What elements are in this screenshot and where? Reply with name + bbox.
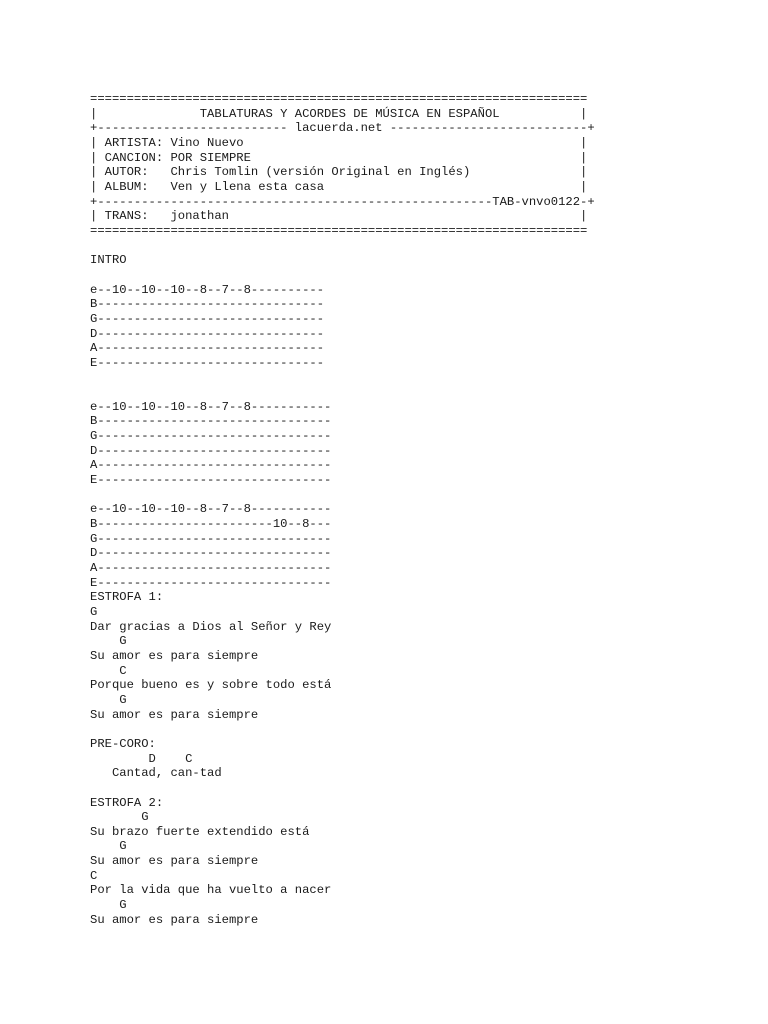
text-line: | TABLATURAS Y ACORDES DE MÚSICA EN ESPAÑOL | [90, 106, 588, 121]
text-line: | ARTISTA: Vino Nuevo | [90, 135, 588, 150]
text-line: D C [90, 751, 193, 766]
text-line: Porque bueno es y sobre todo está [90, 678, 332, 693]
text-line: PRE-CORO: [90, 736, 156, 751]
text-line: G [90, 634, 127, 649]
text-line: A-------------------------------- [90, 561, 332, 575]
text-line: G [90, 604, 98, 619]
text-line: e--10--10--10--8--7--8---------- [90, 282, 325, 297]
text-line: Su amor es para siempre [90, 707, 259, 722]
text-line: A------------------------------- [90, 341, 325, 356]
text-line: Por la vida que ha vuelto a nacer [90, 883, 332, 898]
text-line: G [90, 810, 149, 825]
text-line: Dar gracias a Dios al Señor y Rey [90, 619, 332, 634]
text-line: C [90, 868, 98, 883]
text-line: INTRO [90, 253, 127, 268]
text-line: C [90, 663, 127, 678]
text-line: ESTROFA 1: [90, 590, 164, 605]
text-line: e--10--10--10--8--7--8----------- [90, 399, 332, 414]
text-line: G------------------------------- [90, 311, 325, 326]
text-line: +-------------------------- lacuerda.net ---------------------------+ [90, 121, 595, 136]
text-line: G [90, 898, 127, 913]
text-line: E------------------------------- [90, 355, 325, 370]
text-line: B------------------------10--8--- [90, 517, 332, 532]
text-line: | TRANS: jonathan | [90, 209, 588, 224]
text-line: D-------------------------------- [90, 443, 332, 458]
text-line: ==================================================================== [90, 223, 588, 238]
text-line: e--10--10--10--8--7--8----------- [90, 502, 332, 517]
text-line: D------------------------------- [90, 326, 325, 341]
text-line: E-------------------------------- [90, 473, 332, 488]
text-line: E-------------------------------- [90, 575, 332, 590]
text-line: | ALBUM: Ven y Llena esta casa | [90, 179, 588, 194]
text-line: | AUTOR: Chris Tomlin (versión Original en Inglés) | [90, 165, 588, 180]
text-line: G-------------------------------- [90, 531, 332, 546]
text-line: G [90, 692, 127, 707]
text-line: G [90, 839, 127, 854]
text-line: Su amor es para siempre [90, 912, 259, 927]
text-line: | CANCION: POR SIEMPRE | [90, 150, 588, 165]
text-line [90, 488, 595, 503]
text-line: Cantad, can-tad [90, 766, 222, 781]
text-line: +------------------------------------------------------TAB-vnvo0122-+ [90, 194, 595, 209]
text-line: Su amor es para siempre [90, 648, 259, 663]
text-line [90, 781, 595, 796]
text-line: B------------------------------- [90, 297, 325, 312]
text-line: D-------------------------------- [90, 546, 332, 561]
text-line: B-------------------------------- [90, 414, 332, 429]
text-line: G-------------------------------- [90, 429, 332, 444]
text-line: ESTROFA 2: [90, 795, 164, 810]
text-line [90, 239, 595, 254]
text-line [90, 722, 595, 737]
text-line: Su amor es para siempre [90, 854, 259, 869]
text-line [90, 268, 595, 283]
text-line: Su brazo fuerte extendido está [90, 824, 310, 839]
text-line [90, 370, 595, 385]
text-line: ==================================================================== [90, 92, 588, 106]
tab-sheet [90, 92, 595, 927]
text-line [90, 385, 595, 400]
text-line: A-------------------------------- [90, 458, 332, 473]
